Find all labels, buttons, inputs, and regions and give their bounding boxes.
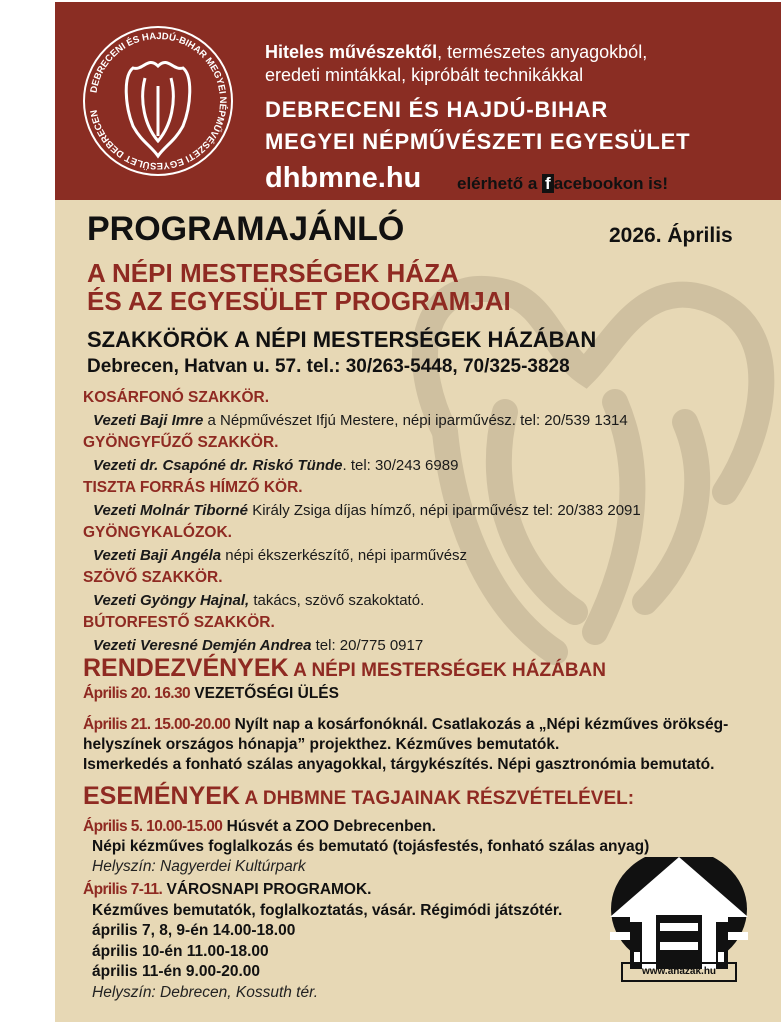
section-workshops-title: SZAKKÖRÖK A NÉPI MESTERSÉGEK HÁZÁBAN [87,327,597,352]
workshop-name: KOSÁRFONÓ SZAKKÖR. [83,389,269,406]
workshop-name: SZÖVŐ SZAKKÖR. [83,569,223,586]
event: Április 21. 15.00-20.00 Nyílt nap a kosárfonóknál. Csatlakozás a „Népi kézműves örökség- helyszínek országos hónapja” projekthez. Kézműves bemutatók. Ismerkedés a fonható szálas anyagokkal, tárgykészítés. Népi gasztronómia bemutató. [83,716,729,773]
event: Április 20. 16.30 VEZETŐSÉGI ÜLÉS [83,685,339,702]
org-name-line2: MEGYEI NÉPMŰVÉSZETI EGYESÜLET [265,129,691,154]
svg-text:DEBRECENI ÉS HAJDÚ-BIHAR MEGYE: DEBRECENI ÉS HAJDÚ-BIHAR MEGYEI NÉPMŰVÉSZETI EGYESÜLET DEBRECEN [88,30,229,172]
workshop-name: GYÖNGYFŰZŐ SZAKKÖR. [83,434,279,451]
section-events-house-title: RENDEZVÉNYEK A NÉPI MESTERSÉGEK HÁZÁBAN [83,654,606,682]
workshop-detail: Vezeti Baji Angéla népi ékszerkészítő, népi iparművész [93,546,468,564]
event: Április 5. 10.00-15.00 Húsvét a ZOO Debrecenben. Népi kézműves foglalkozás és bemutató (tojásfestés, fonható szálas anyag) Helyszín: Nagyerdei Kultúrpark [83,818,650,875]
facebook-icon: f [542,174,554,193]
facebook-pre: elérhető a [457,174,543,193]
house-logo-url[interactable]: www.ahazak.hu [621,962,737,982]
facebook-post: acebookon is! [553,174,669,193]
tagline-bold: Hiteles művészektől [265,42,438,62]
tagline: , természetes anyagokból, [437,42,648,62]
workshop-detail: Vezeti Molnár Tiborné Király Zsiga díjas hímző, népi iparművész tel: 20/383 2091 [93,501,641,519]
workshop-detail: Vezeti dr. Csapóné dr. Riskó Tünde. tel: 30/243 6989 [93,456,459,474]
workshop-name: BÚTORFESTŐ SZAKKÖR. [83,614,275,631]
header-banner [55,2,781,200]
workshop-name: TISZTA FORRÁS HÍMZŐ KÖR. [83,479,303,496]
subtitle-1: A NÉPI MESTERSÉGEK HÁZA [87,258,459,288]
facebook-link[interactable] [457,174,668,194]
association-logo [73,16,243,186]
date-label: 2026. Április [609,224,733,247]
section-events-members-title: ESEMÉNYEK A DHBMNE TAGJAINAK RÉSZVÉTELÉVEL: [83,782,635,810]
page-title: PROGRAMAJÁNLÓ [87,210,405,248]
subtitle-2: ÉS AZ EGYESÜLET PROGRAMJAI [87,286,511,316]
poster [55,2,781,1022]
workshop-detail: Vezeti Baji Imre a Népművészet Ifjú Mestere, népi iparművész. tel: 20/539 1314 [93,411,628,429]
address: Debrecen, Hatvan u. 57. tel.: 30/263-5448, 70/325-3828 [87,356,570,377]
workshop-name: GYÖNGYKALÓZOK. [83,524,232,541]
workshop-detail: Vezeti Gyöngy Hajnal, takács, szövő szakoktató. [93,591,425,609]
workshop-list [83,387,641,657]
website-link[interactable]: dhbmne.hu [265,162,422,194]
org-name-line1: DEBRECENI ÉS HAJDÚ-BIHAR [265,97,609,122]
event: Április 7-11. VÁROSNAPI PROGRAMOK. Kézműves bemutatók, foglalkoztatás, vásár. Régimódi játszótér. április 7, 8, 9-én 14.00-18.00 április 10-én 11.00-18.00 április 11-én 9.00-20.00 Helyszín: Debrecen, Kossuth tér. [83,881,563,1001]
tagline-line2: eredeti mintákkal, kipróbált technikákkal [265,65,584,85]
workshop-detail: Vezeti Veresné Demjén Andrea tel: 20/775 0917 [93,636,424,654]
